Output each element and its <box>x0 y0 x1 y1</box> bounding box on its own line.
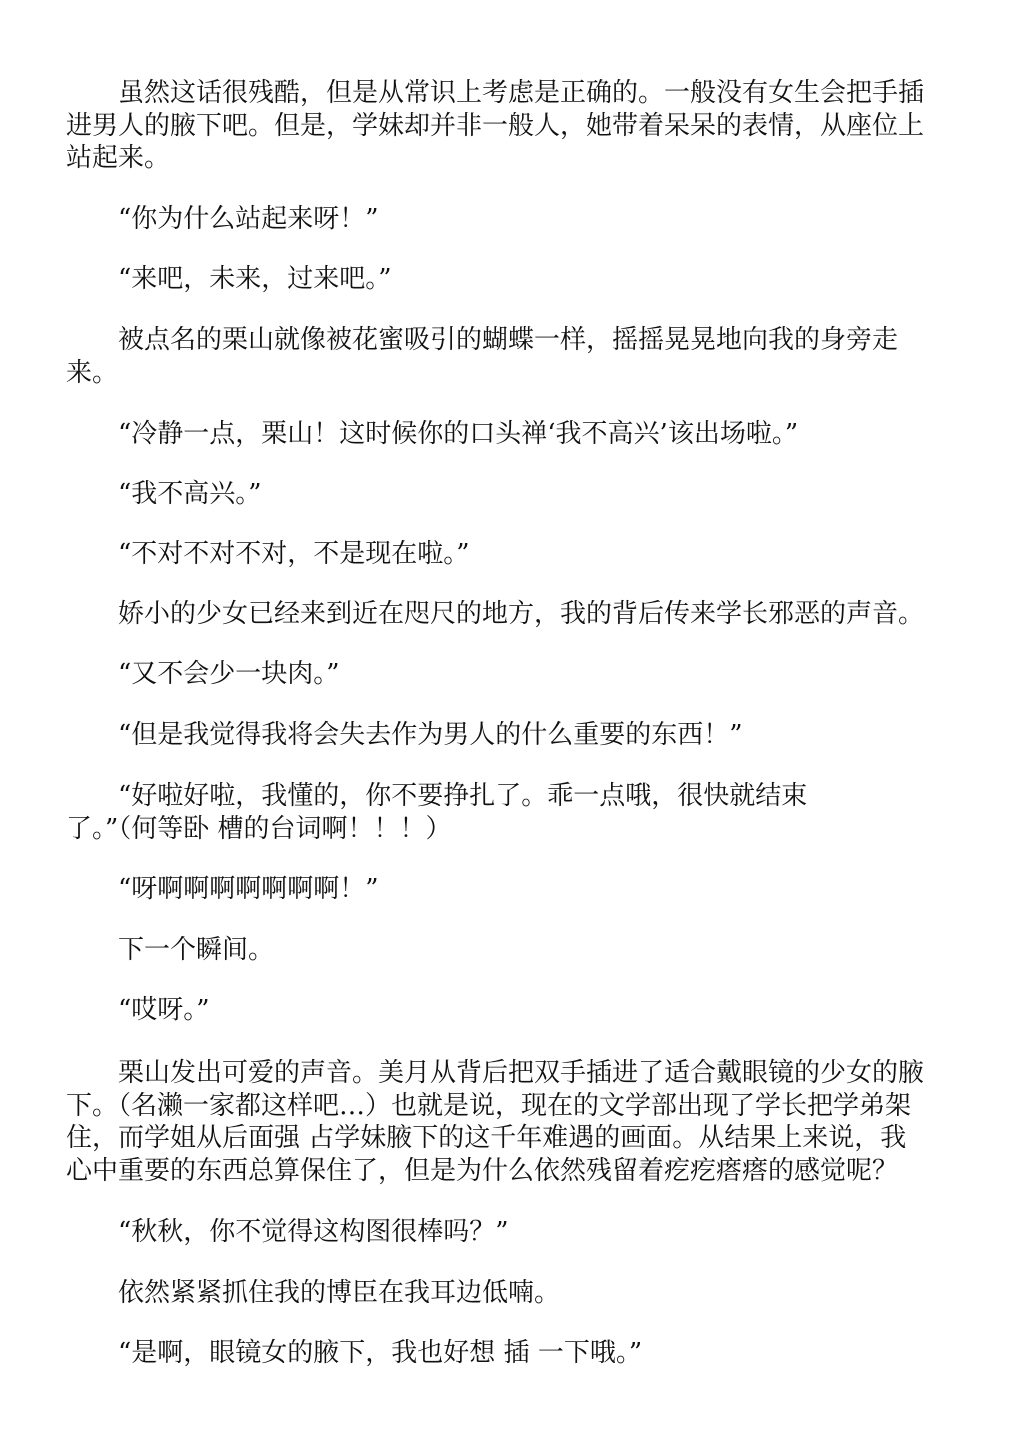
paragraph: “哎呀。” <box>66 995 210 1025</box>
paragraph: 被点名的栗山就像被花蜜吸引的蝴蝶一样，摇摇晃晃地向我的身旁走 来。 <box>66 325 899 388</box>
paragraph: “秋秋，你不觉得这构图很棒吗？” <box>66 1217 509 1247</box>
paragraph: “是啊，眼镜女的腋下，我也好想 插 一下哦。” <box>66 1338 643 1368</box>
paragraph: “来吧，未来，过来吧。” <box>66 264 392 294</box>
paragraph: “不对不对不对，不是现在啦。” <box>66 539 470 569</box>
paragraph: “冷静一点，栗山！这时候你的口头禅‘我不高兴’该出场啦。” <box>66 419 799 449</box>
paragraph: “你为什么站起来呀！” <box>66 204 379 234</box>
paragraph: “好啦好啦，我懂的，你不要挣扎了。乖一点哦，很快就结束 了。”（何等卧 槽的台词啊！！！） <box>66 781 808 844</box>
paragraph: 栗山发出可爱的声音。美月从背后把双手插进了适合戴眼镜的少女的腋 下。（名濑一家都这样吧…）也就是说，现在的文学部出现了学长把学弟架 住，而学姐从后面强 占学妹腋下的这千年难遇的画面。从结果上来说，我 心中重要的东西总算保住了，但是为什么依然残留着疙疙瘩瘩的感觉呢？ <box>66 1058 925 1186</box>
paragraph: “又不会少一块肉。” <box>66 659 340 689</box>
paragraph: 依然紧紧抓住我的博臣在我耳边低喃。 <box>66 1278 561 1308</box>
paragraph: 虽然这话很残酷，但是从常识上考虑是正确的。一般没有女生会把手插 进男人的腋下吧。但是，学妹却并非一般人，她带着呆呆的表情，从座位上 站起来。 <box>66 78 925 173</box>
paragraph: “呀啊啊啊啊啊啊啊！” <box>66 874 379 904</box>
paragraph: “但是我觉得我将会失去作为男人的什么重要的东西！” <box>66 720 743 750</box>
paragraph: 下一个瞬间。 <box>66 935 275 965</box>
paragraph: 娇小的少女已经来到近在咫尺的地方，我的背后传来学长邪恶的声音。 <box>66 599 925 629</box>
paragraph: “我不高兴。” <box>66 479 262 509</box>
